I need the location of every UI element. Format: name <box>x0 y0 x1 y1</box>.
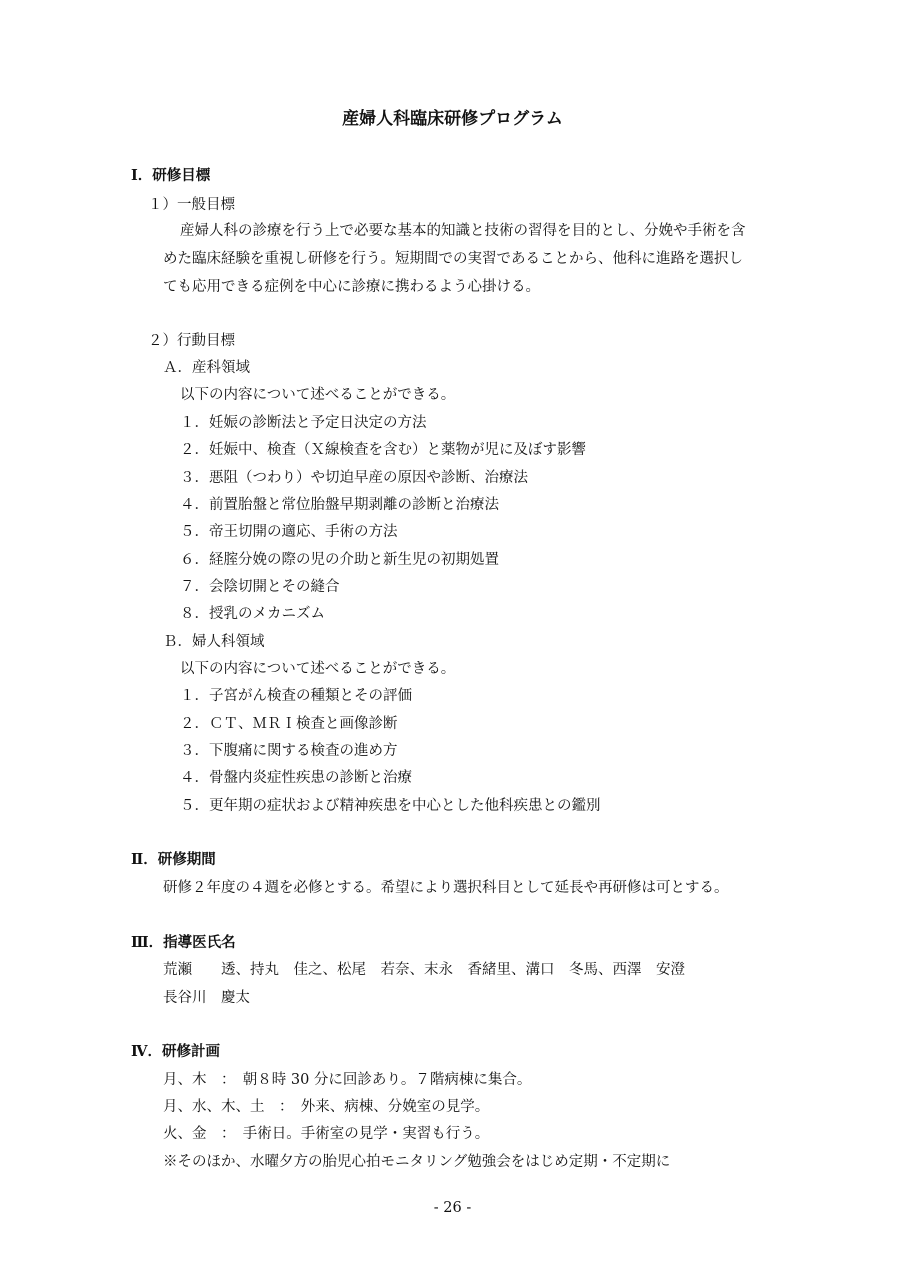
obstetrics-intro: 以下の内容について述べることができる。 <box>180 387 456 403</box>
general-goal-line: ても応用できる症例を中心に診療に携わるよう心掛ける。 <box>163 279 540 295</box>
page-title: 産婦人科臨床研修プログラム <box>342 109 563 129</box>
behavioral-goal-heading: ２）行動目標 <box>148 333 235 349</box>
section-1-heading: Ⅰ．研修目標 <box>131 167 211 184</box>
general-goal-line: 産婦人科の診療を行う上で必要な基本的知識と技術の習得を目的とし、分娩や手術を含 <box>180 223 746 239</box>
list-item: ２．妊娠中、検査（Ｘ線検査を含む）と薬物が児に及ぼす影響 <box>180 442 586 458</box>
general-goal-heading: １）一般目標 <box>148 197 235 213</box>
schedule-line: 月、木 ： 朝８時 30 分に回診あり。７階病棟に集合。 <box>163 1072 532 1088</box>
list-item: ５．更年期の症状および精神疾患を中心とした他科疾患との鑑別 <box>180 798 601 814</box>
schedule-line: 火、金 ： 手術日。手術室の見学・実習も行う。 <box>163 1126 490 1142</box>
section-3-heading: Ⅲ．指導医氏名 <box>131 934 236 951</box>
supervisor-names: 長谷川 慶太 <box>163 990 250 1006</box>
list-item: ４．前置胎盤と常位胎盤早期剥離の診断と治療法 <box>180 497 499 513</box>
page-number: - 26 - <box>433 1200 472 1216</box>
list-item: １．妊娠の診断法と予定日決定の方法 <box>180 415 427 431</box>
obstetrics-heading: Ａ．産科領域 <box>163 360 250 376</box>
list-item: ２．ＣＴ、ＭＲＩ検査と画像診断 <box>180 716 398 732</box>
list-item: ３．悪阻（つわり）や切迫早産の原因や診断、治療法 <box>180 470 528 486</box>
training-period-text: 研修２年度の４週を必修とする。希望により選択科目として延長や再研修は可とする。 <box>163 880 729 896</box>
gynecology-intro: 以下の内容について述べることができる。 <box>180 661 456 677</box>
gynecology-heading: Ｂ．婦人科領域 <box>163 634 265 650</box>
list-item: ８．授乳のメカニズム <box>180 606 325 622</box>
list-item: ７．会陰切開とその縫合 <box>180 579 340 595</box>
supervisor-names: 荒瀬 透、持丸 佳之、松尾 若奈、末永 香緒里、溝口 冬馬、西澤 安澄 <box>163 962 685 978</box>
list-item: ３．下腹痛に関する検査の進め方 <box>180 743 398 759</box>
list-item: ６．経腟分娩の際の児の介助と新生児の初期処置 <box>180 552 499 568</box>
list-item: ５．帝王切開の適応、手術の方法 <box>180 524 398 540</box>
section-4-heading: Ⅳ．研修計画 <box>131 1043 220 1060</box>
general-goal-line: めた臨床経験を重視し研修を行う。短期間での実習であることから、他科に進路を選択し <box>163 251 743 267</box>
list-item: １．子宮がん検査の種類とその評価 <box>180 688 412 704</box>
schedule-line: 月、水、木、土 ： 外来、病棟、分娩室の見学。 <box>163 1099 490 1115</box>
section-2-heading: Ⅱ．研修期間 <box>131 851 216 868</box>
schedule-line: ※そのほか、水曜夕方の胎児心拍モニタリング勉強会をはじめ定期・不定期に <box>163 1154 671 1170</box>
list-item: ４．骨盤内炎症性疾患の診断と治療 <box>180 770 412 786</box>
